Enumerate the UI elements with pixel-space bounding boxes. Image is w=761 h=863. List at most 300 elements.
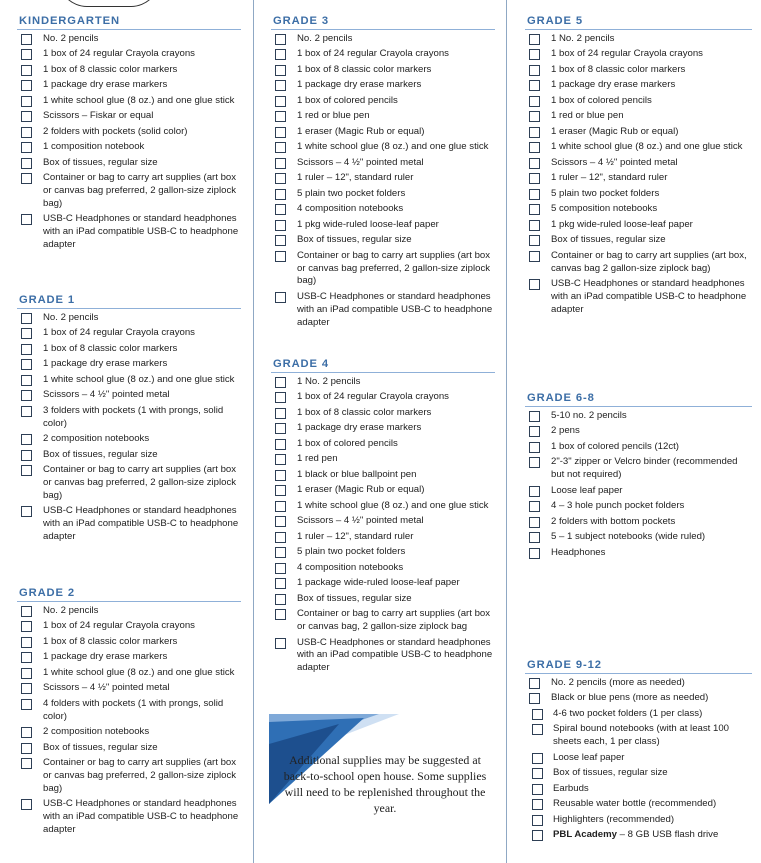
list-item — [271, 531, 495, 544]
list-item — [525, 64, 752, 77]
item-text: Container or bag to carry art supplies (art box or canvas bag preferred, 2 gallon-size ziplock bag) — [43, 464, 237, 501]
item-text: 1 box of 24 regular Crayola crayons — [297, 48, 449, 60]
item-text: 1 red pen — [297, 453, 338, 465]
item-text: USB-C Headphones or standard headphones with an iPad compatible USB-C to headphone adapter — [43, 505, 239, 543]
checkbox[interactable] — [275, 80, 286, 91]
item-text: 4 – 3 hole punch pocket folders — [551, 500, 685, 511]
checkbox[interactable] — [275, 173, 286, 184]
item-text: 4 composition notebooks — [297, 203, 404, 215]
list-item — [525, 250, 752, 276]
checkbox[interactable] — [532, 724, 543, 735]
item-text: Scissors – 4 ½" pointed metal — [297, 515, 424, 527]
item-text: 2 pens — [551, 425, 580, 437]
checkbox[interactable] — [529, 189, 540, 200]
list-item — [271, 515, 495, 528]
checkbox[interactable] — [532, 768, 543, 779]
checkbox[interactable] — [275, 423, 286, 434]
checkbox[interactable] — [529, 457, 540, 468]
list-item — [525, 723, 752, 749]
checkbox[interactable] — [275, 204, 286, 215]
item-text: 1 pkg wide-ruled loose-leaf paper — [297, 218, 439, 230]
item-text: 4 folders with pockets (1 with prongs, solid color) — [43, 697, 224, 722]
item-text: USB-C Headphones or standard headphones with an iPad compatible USB-C to headphone adapter — [43, 798, 239, 836]
item-text: 2 composition notebooks — [43, 726, 150, 737]
item-text: No. 2 pencils — [43, 32, 99, 44]
checkbox[interactable] — [21, 214, 32, 225]
item-text: 2"-3" zipper or Velcro binder (recommended but not required) — [551, 456, 738, 480]
list-item — [271, 48, 495, 61]
checkbox[interactable] — [275, 189, 286, 200]
supply-list — [271, 33, 495, 330]
checkbox[interactable] — [275, 594, 286, 605]
checkbox[interactable] — [275, 220, 286, 231]
list-item — [525, 485, 752, 498]
checkbox[interactable] — [529, 442, 540, 453]
checkbox[interactable] — [275, 127, 286, 138]
list-item — [17, 757, 241, 796]
checkbox[interactable] — [275, 609, 286, 620]
list-item — [17, 449, 241, 462]
item-text: 5-10 no. 2 pencils — [551, 409, 627, 421]
checkbox[interactable] — [532, 784, 543, 795]
checkbox[interactable] — [21, 127, 32, 138]
note-text: Additional supplies may be suggested at back-to-school open house. Some supplies will need to be replenished throughout the year. — [283, 753, 487, 815]
checkbox[interactable] — [21, 344, 32, 355]
item-text: 1 box of colored pencils — [297, 94, 398, 106]
checkbox[interactable] — [21, 434, 32, 445]
list-item — [271, 577, 495, 590]
list-item — [525, 234, 752, 247]
column-3 — [506, 0, 761, 863]
checkbox[interactable] — [532, 709, 543, 720]
checkbox[interactable] — [532, 753, 543, 764]
item-text: 1 No. 2 pencils — [551, 32, 615, 44]
list-item — [271, 126, 495, 139]
list-item — [271, 469, 495, 482]
list-item — [271, 157, 495, 170]
checkbox[interactable] — [275, 578, 286, 589]
checkbox[interactable] — [21, 390, 32, 401]
section-grade-1 — [17, 294, 241, 544]
checkbox[interactable] — [529, 426, 540, 437]
list-item — [17, 405, 241, 431]
checkbox[interactable] — [21, 96, 32, 107]
checkbox[interactable] — [275, 501, 286, 512]
checkbox[interactable] — [529, 111, 540, 122]
list-item — [17, 157, 241, 170]
supply-list — [17, 605, 241, 837]
checkbox[interactable] — [21, 683, 32, 694]
checkbox[interactable] — [529, 517, 540, 528]
checkbox[interactable] — [529, 80, 540, 91]
list-item — [271, 64, 495, 77]
item-text-bold: PBL Academy — [553, 829, 617, 840]
item-text: 1 box of 8 classic color markers — [297, 63, 432, 75]
supply-list — [271, 376, 495, 676]
checkbox[interactable] — [21, 142, 32, 153]
column-1 — [0, 0, 253, 863]
checkbox[interactable] — [275, 65, 286, 76]
list-item — [525, 516, 752, 529]
item-text: 1 package dry erase markers — [43, 358, 168, 370]
item-text: Box of tissues, regular size — [43, 741, 158, 753]
checkbox[interactable] — [21, 328, 32, 339]
list-item — [525, 456, 752, 482]
section-title: GRADE 4 — [271, 358, 495, 373]
checkbox[interactable] — [21, 758, 32, 769]
list-item — [525, 188, 752, 201]
checkbox[interactable] — [275, 96, 286, 107]
item-text: 1 package dry erase markers — [43, 651, 168, 663]
checkbox[interactable] — [21, 668, 32, 679]
item-text: 1 composition notebook — [43, 141, 145, 153]
item-text: Container or bag to carry art supplies (art box or canvas bag preferred, 2 gallon-size ziplock bag) — [43, 757, 237, 794]
item-text: Headphones — [551, 546, 606, 558]
item-text: Scissors – 4 ½" pointed metal — [43, 682, 170, 694]
list-item — [17, 343, 241, 356]
section-grade-6-8 — [525, 392, 752, 559]
checkbox[interactable] — [21, 65, 32, 76]
list-item — [525, 708, 752, 721]
item-text: 1 ruler – 12", standard ruler — [297, 172, 414, 184]
item-text: 1 package dry erase markers — [297, 79, 422, 91]
list-item — [271, 391, 495, 404]
list-item — [271, 422, 495, 435]
checkbox[interactable] — [21, 34, 32, 45]
section-grade-5 — [525, 15, 752, 317]
checkbox[interactable] — [529, 220, 540, 231]
list-item — [525, 441, 752, 454]
list-item — [17, 636, 241, 649]
checkbox[interactable] — [529, 548, 540, 559]
section-grade-9-12 — [525, 659, 752, 842]
checkbox[interactable] — [275, 111, 286, 122]
item-text: 3 folders with pockets (1 with prongs, solid color) — [43, 404, 224, 429]
list-item — [525, 157, 752, 170]
list-item — [271, 608, 495, 634]
item-text: Box of tissues, regular size — [553, 767, 668, 778]
checkbox[interactable] — [529, 501, 540, 512]
list-item — [525, 814, 752, 827]
checkbox[interactable] — [275, 377, 286, 388]
checkbox[interactable] — [275, 392, 286, 403]
list-item — [525, 829, 752, 842]
checkbox[interactable] — [275, 408, 286, 419]
list-item — [271, 593, 495, 606]
checkbox[interactable] — [275, 34, 286, 45]
item-text: 2 folders with bottom pockets — [551, 515, 676, 527]
checkbox[interactable] — [275, 292, 286, 303]
item-text: Spiral bound notebooks (with at least 100 sheets each, 1 per class) — [553, 723, 729, 747]
checkbox[interactable] — [21, 111, 32, 122]
item-text: 1 box of colored pencils — [551, 94, 652, 106]
item-text: USB-C Headphones or standard headphones with an iPad compatible USB-C to headphone adapter — [551, 278, 747, 315]
checkbox[interactable] — [275, 158, 286, 169]
item-text: 1 white school glue (8 oz.) and one glue stick — [551, 141, 743, 153]
item-text: Scissors – 4 ½" pointed metal — [43, 389, 170, 401]
section-title: GRADE 2 — [17, 587, 241, 602]
checkbox[interactable] — [21, 727, 32, 738]
list-item — [17, 141, 241, 154]
column-2 — [253, 0, 507, 863]
item-text: No. 2 pencils — [43, 604, 99, 616]
list-item — [17, 79, 241, 92]
item-text: 1 box of 8 classic color markers — [43, 635, 178, 647]
list-item — [525, 547, 752, 560]
list-item — [17, 374, 241, 387]
item-text: USB-C Headphones or standard headphones with an iPad compatible USB-C to headphone adapter — [297, 636, 493, 674]
section-title: KINDERGARTEN — [17, 15, 241, 30]
list-item — [17, 126, 241, 139]
section-grade-4 — [271, 358, 495, 675]
list-item — [525, 767, 752, 780]
checkbox[interactable] — [21, 158, 32, 169]
item-text: Loose leaf paper — [551, 484, 623, 496]
item-text: 1 eraser (Magic Rub or equal) — [297, 125, 425, 137]
item-text: 1 box of 8 classic color markers — [297, 406, 432, 418]
item-text: Box of tissues, regular size — [297, 234, 412, 246]
list-item — [17, 33, 241, 46]
checkbox[interactable] — [21, 606, 32, 617]
list-item — [525, 110, 752, 123]
list-item — [271, 546, 495, 559]
list-item — [525, 752, 752, 765]
checkbox[interactable] — [529, 411, 540, 422]
list-item — [17, 433, 241, 446]
item-text: 1 box of 24 regular Crayola crayons — [297, 391, 449, 403]
item-text: 1 box of 8 classic color markers — [43, 63, 178, 75]
checkbox[interactable] — [21, 375, 32, 386]
list-item — [525, 692, 752, 705]
checkbox[interactable] — [532, 799, 543, 810]
checkbox[interactable] — [21, 359, 32, 370]
item-text: 2 folders with pockets (solid color) — [43, 125, 188, 137]
item-text: 1 eraser (Magic Rub or equal) — [297, 484, 425, 496]
list-item — [525, 48, 752, 61]
item-text: 1 package dry erase markers — [43, 79, 168, 91]
list-item — [271, 407, 495, 420]
section-title: GRADE 1 — [17, 294, 241, 309]
list-item — [17, 110, 241, 123]
item-text: 1 package wide-ruled loose-leaf paper — [297, 577, 460, 589]
item-text: 1 ruler – 12", standard ruler — [551, 172, 668, 184]
item-text: 1 box of 24 regular Crayola crayons — [43, 620, 195, 632]
checkbox[interactable] — [275, 516, 286, 527]
list-item — [17, 95, 241, 108]
checkbox[interactable] — [529, 204, 540, 215]
checkbox[interactable] — [21, 743, 32, 754]
list-item — [17, 620, 241, 633]
list-item — [17, 48, 241, 61]
checkbox[interactable] — [529, 486, 540, 497]
section-title: GRADE 6-8 — [525, 392, 752, 407]
checkbox[interactable] — [529, 532, 540, 543]
checkbox[interactable] — [275, 439, 286, 450]
section-grade-3 — [271, 15, 495, 330]
item-text: 1 white school glue (8 oz.) and one glue stick — [297, 499, 489, 511]
list-item — [271, 219, 495, 232]
item-text: 1 No. 2 pencils — [297, 375, 361, 387]
list-item — [271, 141, 495, 154]
list-item — [17, 327, 241, 340]
list-item — [17, 213, 241, 252]
section-title: GRADE 3 — [271, 15, 495, 30]
item-text: Earbuds — [553, 782, 589, 794]
item-text: 1 box of colored pencils — [297, 437, 398, 449]
item-text: Loose leaf paper — [553, 751, 625, 763]
list-item — [271, 453, 495, 466]
section-kindergarten — [17, 15, 241, 252]
checkbox[interactable] — [529, 142, 540, 153]
item-text: USB-C Headphones or standard headphones with an iPad compatible USB-C to headphone adapter — [43, 213, 239, 251]
checkbox[interactable] — [21, 313, 32, 324]
list-item — [17, 464, 241, 503]
item-text: 5 plain two pocket folders — [297, 546, 406, 558]
item-text: 1 box of colored pencils (12ct) — [551, 440, 679, 452]
item-text: 1 red or blue pen — [551, 110, 624, 122]
list-item — [271, 33, 495, 46]
list-item — [271, 172, 495, 185]
item-text: 1 ruler – 12", standard ruler — [297, 530, 414, 542]
list-item — [525, 410, 752, 423]
checkbox[interactable] — [529, 173, 540, 184]
list-item — [271, 500, 495, 513]
checkbox[interactable] — [21, 450, 32, 461]
list-item — [525, 203, 752, 216]
item-text: Container or bag to carry art supplies (art box or canvas bag preferred, 2 gallon-size ziplock bag) — [297, 249, 491, 287]
list-item — [17, 605, 241, 618]
supply-list — [17, 33, 241, 253]
list-item — [17, 742, 241, 755]
section-grade-2 — [17, 587, 241, 837]
checkbox[interactable] — [275, 251, 286, 262]
item-text: 1 box of 8 classic color markers — [551, 63, 686, 75]
checkbox[interactable] — [275, 49, 286, 60]
list-item — [525, 425, 752, 438]
list-item — [17, 312, 241, 325]
list-item — [525, 172, 752, 185]
section-title: GRADE 5 — [525, 15, 752, 30]
item-text: Scissors – Fiskar or equal — [43, 110, 154, 122]
list-item — [271, 110, 495, 123]
checkbox[interactable] — [529, 693, 540, 704]
list-item — [271, 250, 495, 289]
list-item — [271, 291, 495, 330]
checkbox[interactable] — [21, 173, 32, 184]
list-item — [525, 219, 752, 232]
list-item — [17, 505, 241, 544]
checkbox[interactable] — [21, 506, 32, 517]
checkbox[interactable] — [529, 65, 540, 76]
item-text: 5 plain two pocket folders — [551, 187, 660, 199]
item-text: 1 box of 24 regular Crayola crayons — [43, 327, 195, 339]
checkbox[interactable] — [21, 465, 32, 476]
item-text: 1 white school glue (8 oz.) and one glue stick — [43, 94, 235, 106]
list-item — [17, 172, 241, 211]
checkbox[interactable] — [21, 80, 32, 91]
checkbox[interactable] — [275, 563, 286, 574]
supply-list — [525, 677, 752, 842]
checkbox[interactable] — [21, 652, 32, 663]
list-item — [271, 234, 495, 247]
checkbox[interactable] — [275, 638, 286, 649]
item-text: Container or bag to carry art supplies (art box, canvas bag 2 gallon-size ziplock bag) — [551, 249, 747, 274]
checkbox[interactable] — [529, 678, 540, 689]
checkbox[interactable] — [529, 34, 540, 45]
checkbox[interactable] — [275, 485, 286, 496]
item-text: No. 2 pencils — [297, 32, 353, 44]
checkbox[interactable] — [275, 547, 286, 558]
list-item — [17, 698, 241, 724]
checkbox[interactable] — [275, 142, 286, 153]
item-text: USB-C Headphones or standard headphones with an iPad compatible USB-C to headphone adapter — [297, 290, 493, 328]
item-text: 2 composition notebooks — [43, 433, 150, 444]
list-item — [17, 651, 241, 664]
list-item — [17, 682, 241, 695]
checkbox[interactable] — [529, 96, 540, 107]
list-item — [525, 677, 752, 690]
checkbox[interactable] — [275, 532, 286, 543]
item-text: 5 – 1 subject notebooks (wide ruled) — [551, 531, 706, 542]
list-item — [271, 438, 495, 451]
item-text: 4 composition notebooks — [297, 561, 404, 573]
item-text: Box of tissues, regular size — [43, 448, 158, 460]
list-item — [17, 64, 241, 77]
checkbox[interactable] — [529, 127, 540, 138]
checkbox[interactable] — [21, 406, 32, 417]
checkbox[interactable] — [529, 279, 540, 290]
item-text: 1 white school glue (8 oz.) and one glue stick — [43, 373, 235, 385]
list-item — [271, 95, 495, 108]
list-item — [525, 531, 752, 544]
list-item — [271, 79, 495, 92]
checkbox[interactable] — [529, 158, 540, 169]
list-item — [17, 389, 241, 402]
item-text: 1 red or blue pen — [297, 110, 370, 122]
list-item — [271, 203, 495, 216]
list-item — [271, 637, 495, 676]
checkbox[interactable] — [529, 251, 540, 262]
checkbox[interactable] — [275, 235, 286, 246]
item-text: 1 black or blue ballpoint pen — [297, 468, 417, 480]
item-text: Scissors – 4 ½" pointed metal — [297, 156, 424, 168]
item-text: 1 eraser (Magic Rub or equal) — [551, 125, 679, 137]
list-item — [525, 783, 752, 796]
checkbox[interactable] — [532, 830, 543, 841]
list-item — [271, 188, 495, 201]
list-item — [525, 33, 752, 46]
item-text: Reusable water bottle (recommended) — [553, 798, 717, 809]
list-item — [525, 798, 752, 811]
list-item — [17, 726, 241, 739]
item-text: 1 package dry erase markers — [297, 422, 422, 434]
checkbox[interactable] — [529, 235, 540, 246]
checkbox[interactable] — [275, 454, 286, 465]
checkbox[interactable] — [275, 470, 286, 481]
item-text: Box of tissues, regular size — [43, 156, 158, 168]
checkbox[interactable] — [21, 799, 32, 810]
checkbox[interactable] — [529, 49, 540, 60]
checkbox[interactable] — [21, 49, 32, 60]
checkbox[interactable] — [21, 621, 32, 632]
item-text: Box of tissues, regular size — [551, 234, 666, 246]
item-text: 1 box of 24 regular Crayola crayons — [43, 48, 195, 60]
item-text: No. 2 pencils (more as needed) — [551, 676, 685, 688]
item-text: 5 composition notebooks — [551, 203, 658, 215]
checkbox[interactable] — [532, 815, 543, 826]
checkbox[interactable] — [21, 637, 32, 648]
checkbox[interactable] — [21, 699, 32, 710]
